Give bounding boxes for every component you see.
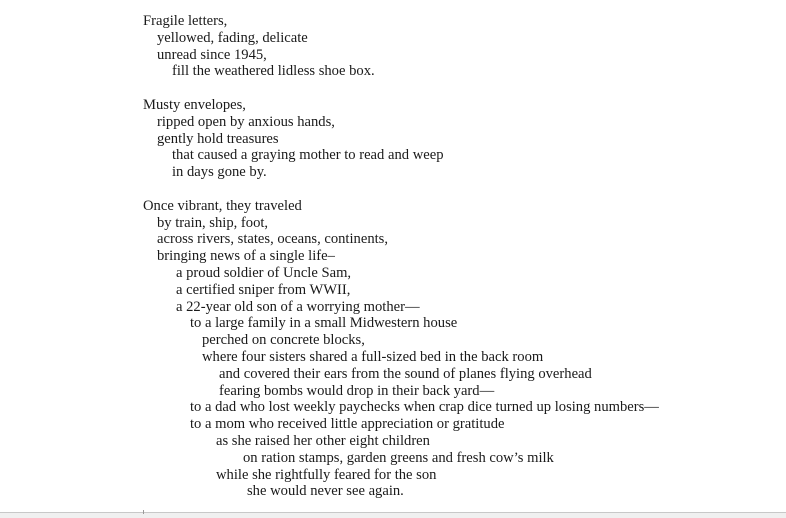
margin-mark	[143, 510, 144, 514]
poem-line: yellowed, fading, delicate	[157, 29, 308, 46]
poem-line: perched on concrete blocks,	[202, 332, 365, 349]
poem-line: fearing bombs would drop in their back yard—	[219, 382, 495, 399]
stanza-break	[0, 80, 786, 97]
poem-line: to a dad who lost weekly paychecks when crap dice turned up losing numbers—	[190, 399, 659, 416]
poem-line: as she raised her other eight children	[216, 432, 430, 449]
poem-line: she would never see again.	[247, 483, 404, 500]
page-gutter	[0, 513, 786, 518]
poem-line: across rivers, states, oceans, continents,	[157, 231, 388, 248]
poem-line: to a large family in a small Midwestern house	[190, 315, 458, 332]
poem-line: and covered their ears from the sound of planes flying overhead	[219, 365, 592, 382]
poem-line: Fragile letters,	[143, 13, 228, 29]
poem-line: while she rightfully feared for the son	[216, 466, 437, 483]
poem-line: unread since 1945,	[157, 46, 267, 63]
poem-line: bringing news of a single life–	[157, 248, 335, 265]
poem-body	[0, 13, 786, 500]
poem-line: gently hold treasures	[157, 130, 279, 147]
poem-line: in days gone by.	[172, 164, 267, 181]
poem-line: ripped open by anxious hands,	[157, 113, 335, 130]
poem-line: Once vibrant, they traveled	[143, 197, 302, 214]
poem-line: a 22-year old son of a worrying mother—	[176, 298, 420, 315]
poem-line: where four sisters shared a full-sized bed in the back room	[202, 348, 544, 365]
poem-line: on ration stamps, garden greens and fresh cow’s milk	[243, 449, 554, 466]
poem-line: by train, ship, foot,	[157, 214, 269, 231]
poem-line: a proud soldier of Uncle Sam,	[176, 264, 352, 281]
poem-line: Musty envelopes,	[143, 96, 246, 113]
stanza-break	[0, 181, 786, 198]
poem-line: a certified sniper from WWII,	[176, 281, 351, 298]
poem-line: that caused a graying mother to read and weep	[172, 147, 444, 164]
poem-line: to a mom who received little appreciation or gratitude	[190, 416, 505, 433]
poem-line: fill the weathered lidless shoe box.	[172, 63, 375, 80]
